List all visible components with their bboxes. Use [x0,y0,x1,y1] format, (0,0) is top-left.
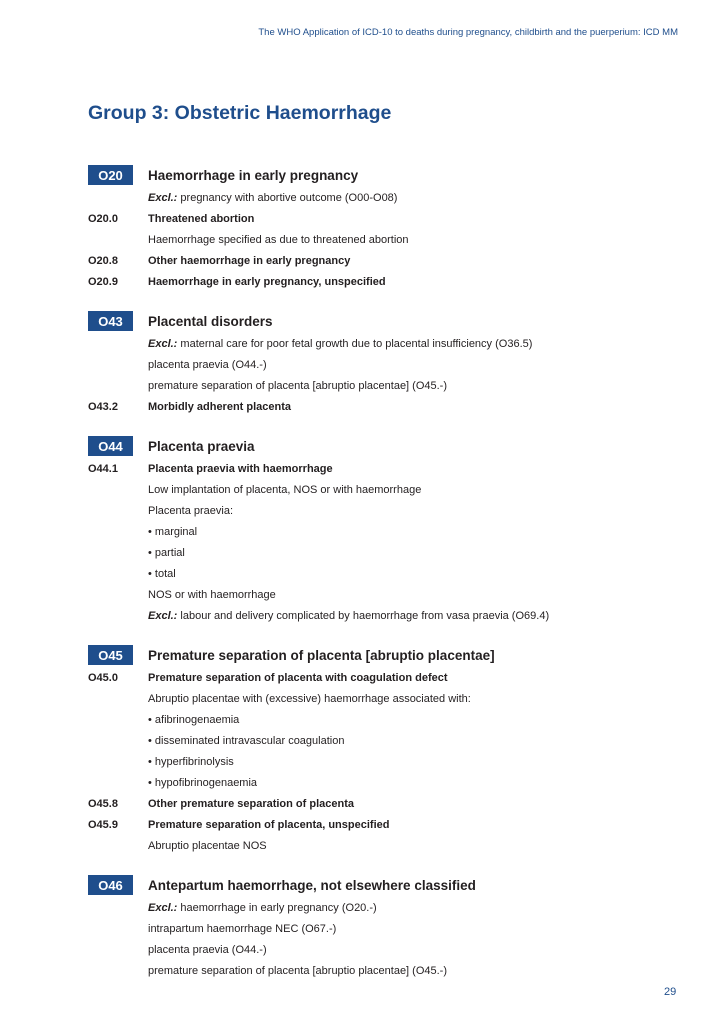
entry-text [148,589,276,601]
page-title: Group 3: Obstetric Haemorrhage [88,102,392,124]
entry-line [0,333,728,354]
category-code-badge: O44 [88,436,133,456]
entry-line [0,500,728,521]
exclusion-label: Excl.: [148,901,178,914]
entry-description: Abruptio placentae NOS [148,839,267,852]
subcode: O44.1 [88,462,118,475]
entry-line [0,918,728,939]
entry-line [0,208,728,229]
subcode: O20.8 [88,254,118,267]
entry-text [148,965,447,977]
entry-line [0,605,728,626]
entry-line [0,563,728,584]
entry-line [0,458,728,479]
category-code-badge: O20 [88,165,133,185]
section-o43 [0,310,728,417]
entry-text [148,798,354,810]
entry-description: haemorrhage in early pregnancy (O20.-) [177,901,377,914]
entry-text [148,693,471,705]
entry-text [148,505,233,517]
section-heading-row [0,874,728,896]
entry-line [0,709,728,730]
entry-line [0,271,728,292]
code-sections [0,164,728,999]
entry-text [148,526,197,538]
entry-line [0,730,728,751]
entry-text [148,401,291,413]
category-heading: Haemorrhage in early pregnancy [148,167,359,183]
entry-text [148,840,267,852]
entry-text [148,735,344,747]
subcode: O20.9 [88,275,118,288]
entry-description: premature separation of placenta [abruptio placentae] (O45.-) [148,964,448,977]
entry-line [0,667,728,688]
entry-description: Other haemorrhage in early pregnancy [148,254,351,267]
entry-description: • partial [148,546,185,559]
entry-line [0,584,728,605]
page-number: 29 [664,986,677,998]
entry-line [0,814,728,835]
entry-description: placenta praevia (O44.-) [148,358,267,371]
category-heading: Antepartum haemorrhage, not elsewhere classified [148,877,476,893]
subcode: O43.2 [88,400,118,413]
subcode: O45.0 [88,671,118,684]
entry-line [0,396,728,417]
category-code-badge: O43 [88,311,133,331]
section-o20 [0,164,728,292]
entry-description: maternal care for poor fetal growth due to placental insufficiency (O36.5) [177,337,533,350]
entry-text [148,714,239,726]
category-code-badge: O46 [88,875,133,895]
entry-text [148,484,421,496]
entry-description: Haemorrhage specified as due to threatened abortion [148,233,409,246]
entry-description: Other premature separation of placenta [148,797,354,810]
exclusion-label: Excl.: [148,337,178,350]
entry-description: Haemorrhage in early pregnancy, unspecified [148,275,386,288]
entry-line [0,521,728,542]
entry-description: • hyperfibrinolysis [148,755,234,768]
entry-description: Premature separation of placenta, unspecified [148,818,390,831]
entry-description: • marginal [148,525,198,538]
entry-text [148,192,397,204]
exclusion-label: Excl.: [148,609,178,622]
entry-line [0,229,728,250]
entry-text [148,756,234,768]
category-heading: Premature separation of placenta [abruptio placentae] [148,647,495,663]
entry-line [0,542,728,563]
entry-text [148,777,257,789]
entry-description: • afibrinogenaemia [148,713,240,726]
entry-description: Threatened abortion [148,212,255,225]
entry-description: NOS or with haemorrhage [148,588,276,601]
entry-description: pregnancy with abortive outcome (O00-O08) [177,191,398,204]
entry-text [148,255,350,267]
section-o46 [0,874,728,981]
subcode: O20.0 [88,212,118,225]
category-heading: Placental disorders [148,313,273,329]
entry-line [0,939,728,960]
entry-description: labour and delivery complicated by haemorrhage from vasa praevia (O69.4) [177,609,550,622]
entry-description: premature separation of placenta [abruptio placentae] (O45.-) [148,379,448,392]
entry-line [0,187,728,208]
entry-line [0,835,728,856]
entry-description: Abruptio placentae with (excessive) haemorrhage associated with: [148,692,471,705]
section-heading-row [0,435,728,457]
entry-line [0,354,728,375]
entry-line [0,479,728,500]
entry-text [148,380,447,392]
entry-text [148,547,185,559]
running-header: The WHO Application of ICD-10 to deaths during pregnancy, childbirth and the puerperium: ICD MM [258,27,678,38]
entry-description: placenta praevia (O44.-) [148,943,267,956]
section-o44 [0,435,728,626]
section-heading-row [0,164,728,186]
entry-description: Low implantation of placenta, NOS or with haemorrhage [148,483,422,496]
entry-text [148,944,267,956]
entry-text [148,338,532,350]
entry-line [0,897,728,918]
category-code-badge: O45 [88,645,133,665]
entry-line [0,772,728,793]
entry-text [148,568,176,580]
category-heading: Placenta praevia [148,438,255,454]
entry-description: Placenta praevia with haemorrhage [148,462,333,475]
entry-description: • total [148,567,176,580]
subcode: O45.9 [88,818,118,831]
entry-text [148,610,549,622]
entry-description: Premature separation of placenta with coagulation defect [148,671,448,684]
exclusion-label: Excl.: [148,191,178,204]
entry-description: intrapartum haemorrhage NEC (O67.-) [148,922,337,935]
entry-text [148,213,254,225]
entry-text [148,234,409,246]
entry-line [0,751,728,772]
entry-text [148,463,333,475]
entry-description: Morbidly adherent placenta [148,400,292,413]
entry-line [0,688,728,709]
entry-text [148,276,386,288]
entry-text [148,923,336,935]
entry-description: • hypofibrinogenaemia [148,776,258,789]
entry-line [0,250,728,271]
section-heading-row [0,310,728,332]
entry-line [0,960,728,981]
entry-description: • disseminated intravascular coagulation [148,734,345,747]
section-o45 [0,644,728,856]
entry-text [148,672,448,684]
section-heading-row [0,644,728,666]
entry-text [148,902,377,914]
entry-text [148,819,389,831]
subcode: O45.8 [88,797,118,810]
entry-line [0,793,728,814]
entry-line [0,375,728,396]
entry-description: Placenta praevia: [148,504,233,517]
entry-text [148,359,267,371]
